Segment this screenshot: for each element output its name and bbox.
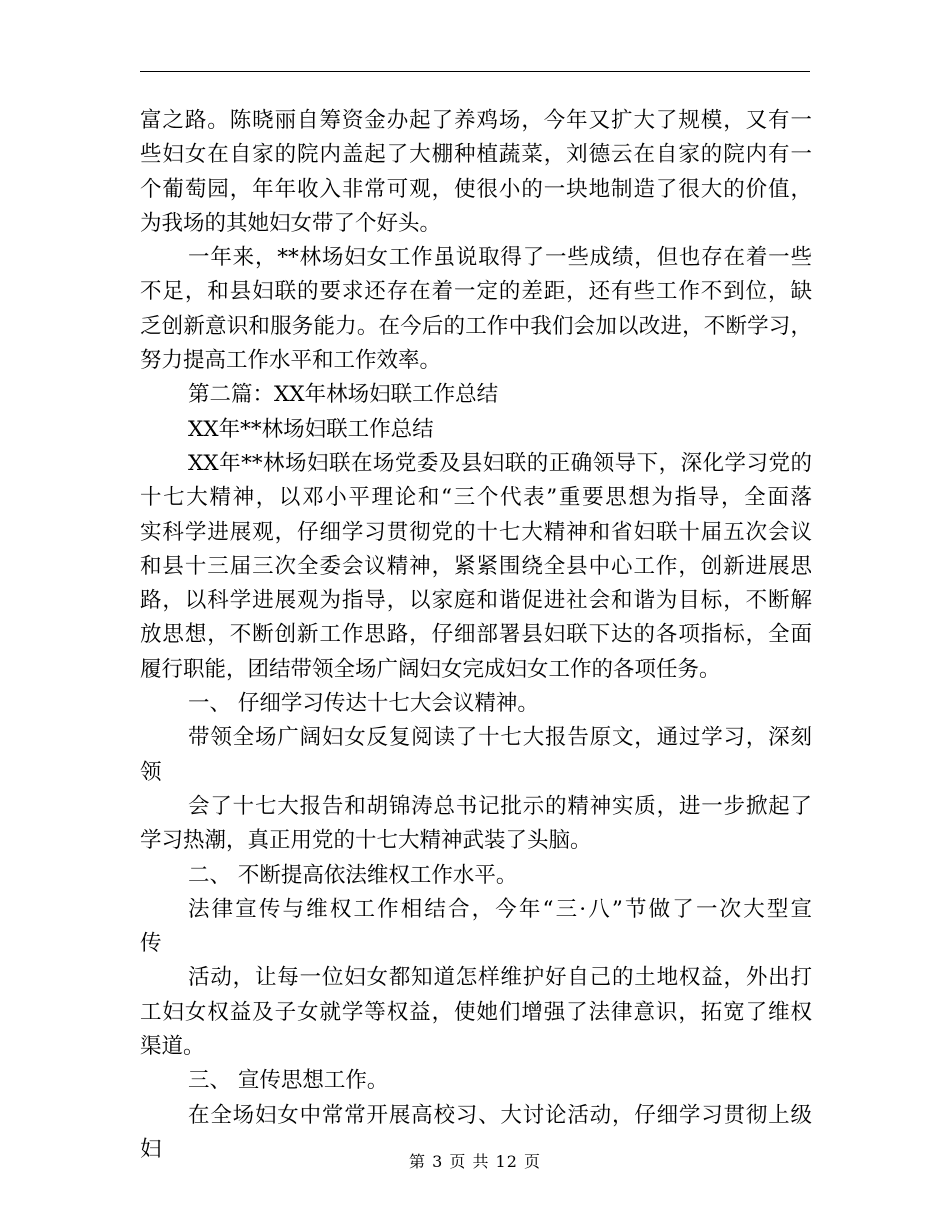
text-line: 工妇女权益及子女就学等权益，使她们增强了法律意识，拓宽了维权 [140, 999, 812, 1025]
text-line: XX年**林场妇联在场党委及县妇联的正确领导下，深化学习党的 [188, 450, 812, 476]
document-body [140, 104, 812, 1167]
text-line: 个葡萄园，年年收入非常可观，使很小的一块地制造了很大的价值， [140, 176, 812, 202]
text-line: 努力提高工作水平和工作效率。 [140, 348, 442, 374]
text-line: 传 [140, 931, 162, 957]
text-line: 路，以科学进展观为指导，以家庭和谐促进社会和谐为目标，不断解 [140, 588, 812, 614]
text-line: 一、 仔细学习传达十七大会议精神。 [188, 691, 539, 717]
text-line: 一年来，**林场妇女工作虽说取得了一些成绩，但也存在着一些 [188, 245, 812, 271]
text-line: 渠道。 [140, 1034, 205, 1060]
text-line: 放思想，不断创新工作思路，仔细部署县妇联下达的各项指标，全面 [140, 622, 812, 648]
text-line: 实科学进展观，仔细学习贯彻党的十七大精神和省妇联十届五次会议 [140, 519, 812, 545]
text-line: 十七大精神，以邓小平理论和“三个代表”重要思想为指导，全面落 [140, 485, 812, 511]
text-line: 学习热潮，真正用党的十七大精神武装了头脑。 [140, 828, 592, 854]
text-line: XX年**林场妇联工作总结 [188, 416, 434, 442]
text-line: 法律宣传与维权工作相结合，今年“三·八”节做了一次大型宣 [188, 896, 812, 922]
text-line: 些妇女在自家的院内盖起了大棚种植蔬菜，刘德云在自家的院内有一 [140, 142, 812, 168]
text-line: 第二篇：XX年林场妇联工作总结 [188, 382, 499, 408]
text-line: 二、 不断提高依法维权工作水平。 [188, 862, 518, 888]
text-line: 和县十三届三次全委会议精神，紧紧围绕全县中心工作，创新进展思 [140, 553, 812, 579]
text-line: 在全场妇女中常常开展高校习、大讨论活动，仔细学习贯彻上级 [188, 1102, 812, 1128]
text-line: 活动，让每一位妇女都知道怎样维护好自己的土地权益，外出打 [188, 965, 812, 991]
page-number-footer: 第 3 页 共 12 页 [409, 1152, 541, 1171]
text-line: 会了十七大报告和胡锦涛总书记批示的精神实质，进一步掀起了 [188, 793, 812, 819]
text-line: 乏创新意识和服务能力。在今后的工作中我们会加以改进，不断学习， [140, 313, 812, 339]
header-rule [140, 71, 810, 72]
text-line: 领 [140, 759, 162, 785]
text-line: 带领全场广阔妇女反复阅读了十七大报告原文，通过学习，深刻 [188, 725, 812, 751]
text-line: 履行职能，团结带领全场广阔妇女完成妇女工作的各项任务。 [140, 656, 721, 682]
text-line: 妇 [140, 1136, 162, 1162]
text-line: 富之路。陈晓丽自筹资金办起了养鸡场，今年又扩大了规模，又有一 [140, 108, 812, 133]
text-line: 为我场的其她妇女带了个好头。 [140, 210, 442, 236]
text-line: 三、 宣传思想工作。 [188, 1068, 389, 1094]
text-line: 不足，和县妇联的要求还存在着一定的差距，还有些工作不到位，缺 [140, 279, 812, 305]
